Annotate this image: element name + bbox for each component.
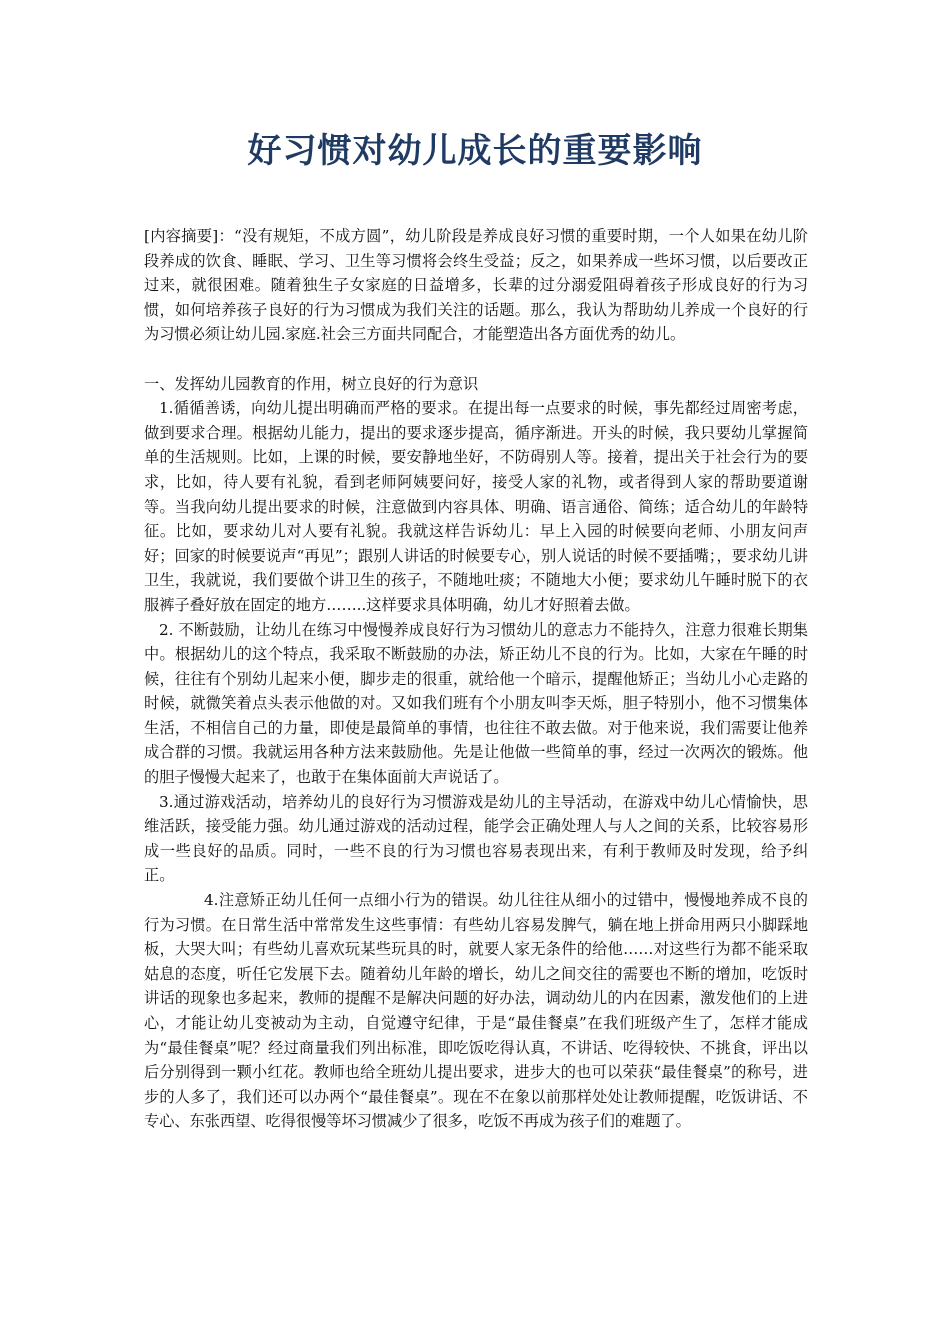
body-paragraph-2: 2. 不断鼓励，让幼儿在练习中慢慢养成良好行为习惯幼儿的意志力不能持久，注意力很难长期集中。根据幼儿的这个特点，我采取不断鼓励的办法，矫正幼儿不良的行为。比如，大家在午睡的时候，往往有个别幼儿起来小便，脚步走的很重，就给他一个暗示，提醒他矫正；当幼儿小心走路的时候，就微笑着点头表示他做的对。又如我们班有个小朋友叫李天烁，胆子特别小，他不习惯集体生活，不相信自己的力量，即使是最简单的事情，也往往不敢去做。对于他来说，我们需要让他养成合群的习惯。我就运用各种方法来鼓励他。先是让他做一些简单的事，经过一次两次的锻炼。他的胆子慢慢大起来了，也敢于在集体面前大声说话了。	[144, 620, 808, 787]
section-heading: 一、发挥幼儿园教育的作用，树立良好的行为意识	[144, 374, 479, 393]
document-title: 好习惯对幼儿成长的重要影响	[247, 131, 703, 171]
paragraph-spacer	[144, 347, 808, 372]
body-paragraph-4: 4.注意矫正幼儿任何一点细小行为的错误。幼儿往往从细小的过错中，慢慢地养成不良的行为习惯。在日常生活中常常发生这些事情：有些幼儿容易发脾气，躺在地上拼命用两只小脚踩地板，大哭大叫；有些幼儿喜欢玩某些玩具的时，就要人家无条件的给他……对这些行为都不能采取姑息的态度，听任它发展下去。随着幼儿年龄的增长，幼儿之间交往的需要也不断的增加，吃饭时讲话的现象也多起来，教师的提醒不是解决问题的好办法，调动幼儿的内在因素，激发他们的上进心，才能让幼儿变被动为主动，自觉遵守纪律，于是“最佳餐桌”在我们班级产生了，怎样才能成为“最佳餐桌”呢？经过商量我们列出标准，即吃饭吃得认真，不讲话、吃得较快、不挑食，评出以后分别得到一颗小红花。教师也给全班幼儿提出要求，进步大的也可以荣获“最佳餐桌”的称号，进步的人多了，我们还可以办两个“最佳餐桌”。现在不在象以前那样处处让教师提醒，吃饭讲话、不专心、东张西望、吃得很慢等坏习惯减少了很多，吃饭不再成为孩子们的难题了。	[144, 891, 808, 1131]
body-paragraph-1: 1.循循善诱，向幼儿提出明确而严格的要求。在提出每一点要求的时候，事先都经过周密考虑，做到要求合理。根据幼儿能力，提出的要求逐步提高，循序渐进。开头的时候，我只要幼儿掌握简单的生活规则。比如，上课的时候，要安静地坐好，不防碍别人等。接着，提出关于社会行为的要求，比如，待人要有礼貌，看到老师阿姨要问好，接受人家的礼物，或者得到人家的帮助要道谢等。当我向幼儿提出要求的时候，注意做到内容具体、明确、语言通俗、简练；适合幼儿的年龄特征。比如，要求幼儿对人要有礼貌。我就这样告诉幼儿：早上入园的时候要向老师、小朋友问声好；回家的时候要说声“再见”；跟别人讲话的时候要专心，别人说话的时候不要插嘴；，要求幼儿讲卫生，我就说，我们要做个讲卫生的孩子，不随地吐痰；不随地大小便；要求幼儿午睡时脱下的衣服裤子叠好放在固定的地方……..这样要求具体明确，幼儿才好照着去做。	[144, 399, 808, 614]
abstract-paragraph: [内容摘要]：“没有规矩，不成方圆”，幼儿阶段是养成良好习惯的重要时期，一个人如果在幼儿阶段养成的饮食、睡眠、学习、卫生等习惯将会终生受益；反之，如果养成一些坏习惯，以后要改正过来，就很困难。随着独生子女家庭的日益增多，长辈的过分溺爱阻碍着孩子形成良好的行为习惯，如何培养孩子良好的行为习惯成为我们关注的话题。那么，我认为帮助幼儿养成一个良好的行为习惯必须让幼儿园.家庭.社会三方面共同配合，才能塑造出各方面优秀的幼儿。	[144, 227, 808, 344]
body-paragraph-3: 3.通过游戏活动，培养幼儿的良好行为习惯游戏是幼儿的主导活动，在游戏中幼儿心情愉快，思维活跃，接受能力强。幼儿通过游戏的活动过程，能学会正确处理人与人之间的关系，比较容易形成一些良好的品质。同时，一些不良的行为习惯也容易表现出来，有利于教师及时发现，给予纠正。	[144, 792, 808, 885]
document-body	[144, 224, 808, 1134]
